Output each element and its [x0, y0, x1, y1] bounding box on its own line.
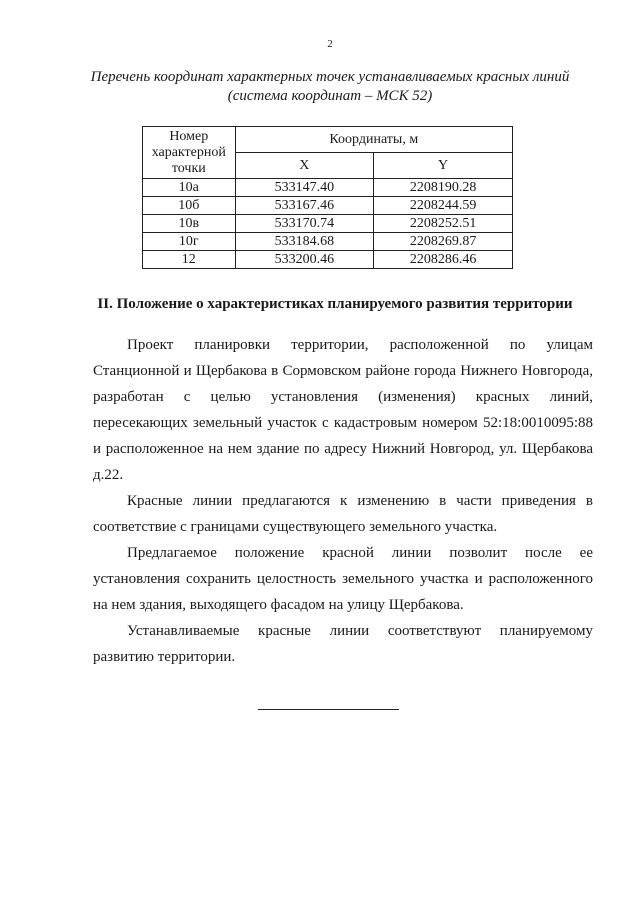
cell-y: 2208190.28: [374, 179, 513, 197]
table-row: [143, 251, 513, 269]
table-row: [143, 233, 513, 251]
section-title: II. Положение о характеристиках планируемого развития территории: [97, 296, 573, 312]
closing-rule: [258, 709, 399, 710]
table-header-row: [143, 127, 513, 153]
cell-point: 12: [143, 251, 236, 269]
paragraph: Красные линии предлагаются к изменению в части приведения в соответствие с границами существующего земельного участка.: [93, 493, 593, 535]
cell-x: 533184.68: [235, 233, 374, 251]
cell-y: 2208252.51: [374, 215, 513, 233]
cell-x: 533170.74: [235, 215, 374, 233]
body-text: [93, 332, 593, 670]
table-row: [143, 215, 513, 233]
page-number: 2: [327, 38, 333, 50]
cell-x: 533200.46: [235, 251, 374, 269]
cell-point: 10а: [143, 179, 236, 197]
cell-x: 533167.46: [235, 197, 374, 215]
cell-y: 2208269.87: [374, 233, 513, 251]
table-row: [143, 179, 513, 197]
caption-line-2: (система координат – МСК 52): [227, 88, 433, 104]
caption-line-1: Перечень координат характерных точек устанавливаемых красных линий: [90, 69, 570, 85]
coordinates-table: [142, 126, 513, 269]
cell-x: 533147.40: [235, 179, 374, 197]
cell-y: 2208286.46: [374, 251, 513, 269]
header-y: Y: [374, 153, 513, 179]
cell-point: 10г: [143, 233, 236, 251]
table-row: [143, 197, 513, 215]
header-point-number: Номер характерной точки: [143, 127, 236, 179]
header-coordinates: Координаты, м: [235, 127, 512, 153]
table-caption: [0, 68, 640, 106]
cell-y: 2208244.59: [374, 197, 513, 215]
paragraph: Предлагаемое положение красной линии позволит после ее установления сохранить целостность земельного участка и расположенного на нем здания, выходящего фасадом на улицу Щербакова.: [93, 545, 593, 613]
header-x: X: [235, 153, 374, 179]
paragraph: Проект планировки территории, расположенной по улицам Станционной и Щербакова в Сормовском районе города Нижнего Новгорода, разработан с целью установления (изменения) красных линий, пересекающих земельный участок с кадастровым номером 52:18:0010095:88 и расположенное на нем здание по адресу Нижний Новгород, ул. Щербакова д.22.: [93, 337, 593, 483]
paragraph: Устанавливаемые красные линии соответствуют планируемому развитию территории.: [93, 623, 593, 665]
cell-point: 10б: [143, 197, 236, 215]
cell-point: 10в: [143, 215, 236, 233]
